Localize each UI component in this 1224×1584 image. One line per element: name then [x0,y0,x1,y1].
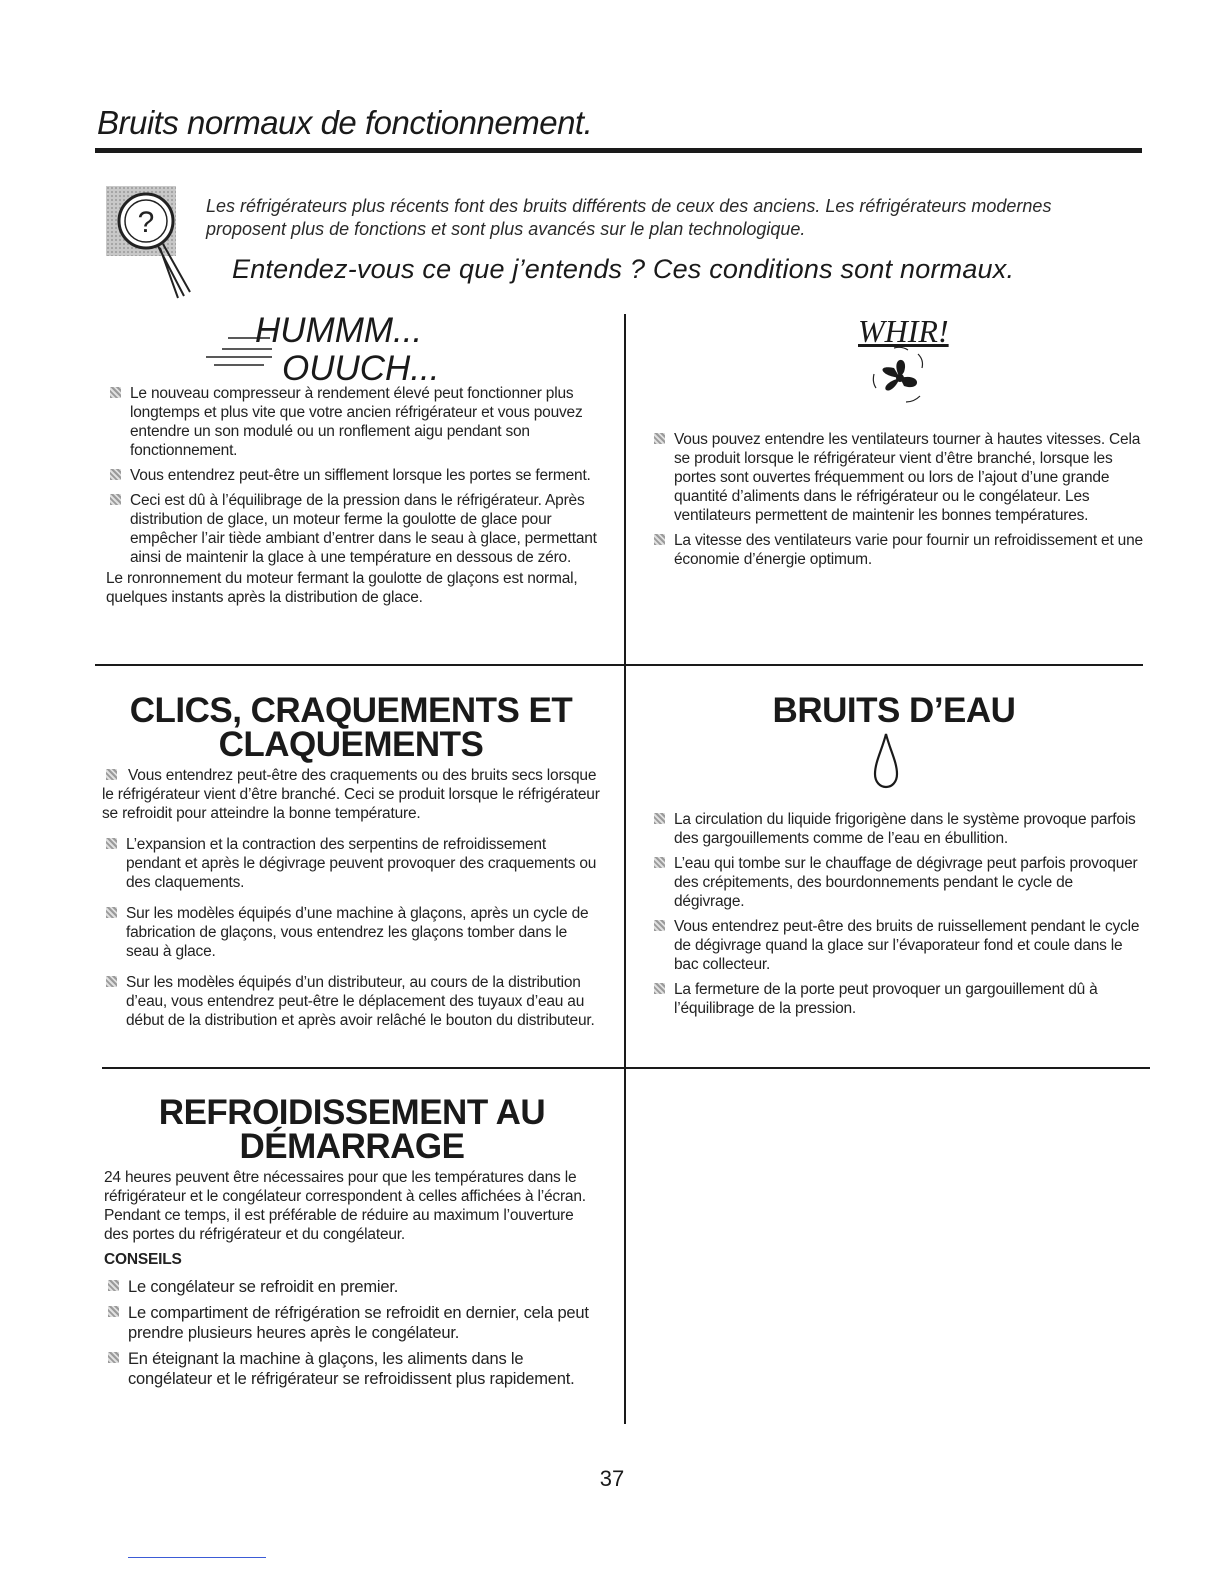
column-divider [624,314,626,1424]
list-item: L’eau qui tombe sur le chauffage de dégivrage peut parfois provoquer des crépitements, des bourdonnements pendant le cycle de dégivrage. [650,854,1144,911]
bullet-icon [654,813,665,824]
list-item: Sur les modèles équipés d’une machine à glaçons, après un cycle de fabrication de glaçons, vous entendrez les glaçons tomber dans le seau à glace. [102,904,602,961]
bullet-icon [106,769,117,780]
list-item: Le congélateur se refroidit en premier. [104,1277,594,1297]
bullet-icon [110,387,121,398]
list-item: Vous pouvez entendre les ventilateurs tourner à hautes vitesses. Cela se produit lorsque le réfrigérateur vient d’être branché, lorsque les portes sont ouvertes fréquemment ou lors de l’ajout d’une grande quantité d’aliments dans le réfrigérateur ou le congélateur. Les ventilateurs permettent de maintenir les bonnes températures. [650,430,1144,525]
list-item: La fermeture de la porte peut provoquer un gargouillement dû à l’équilibrage de la pression. [650,980,1144,1018]
question-magnifier-icon [106,186,204,304]
list-item: Le compartiment de réfrigération se refroidit en dernier, cela peut prendre plusieurs heures après le congélateur. [104,1303,594,1343]
fan-icon [866,346,938,408]
bullet-icon [110,494,121,505]
bullet-icon [654,857,665,868]
intro-text: Les réfrigérateurs plus récents font des bruits différents de ceux des anciens. Les réfrigérateurs modernes proposent plus de fonctions et sont plus avancés sur le plan technologique. [206,196,1052,239]
page-title: Bruits normaux de fonctionnement. [97,104,593,141]
bullet-icon [654,920,665,931]
list-item: Sur les modèles équipés d’un distributeur, au cours de la distribution d’eau, vous entendrez peut-être le déplacement des tuyaux d’eau au début de la distribution et après avoir relâché le bouton du distributeur. [102,973,602,1030]
list-item: La vitesse des ventilateurs varie pour fournir un refroidissement et une économie d’énergie optimum. [650,531,1144,569]
hummm-title-line2: OUUCH... [282,349,440,388]
bullet-icon [108,1306,119,1317]
clics-section [102,766,602,1036]
bullet-icon [110,469,121,480]
bullet-icon [106,976,117,987]
list-item: Vous entendrez peut-être des bruits de ruissellement pendant le cycle de dégivrage quand la glace sur l’évaporateur fond et coule dans le bac collecteur. [650,917,1144,974]
subtitle: Entendez-vous ce que j’entends ? Ces conditions sont normaux. [232,254,1015,284]
refroid-title: REFROIDISSEMENT AU DÉMARRAGE [158,1093,546,1166]
clics-title: CLICS, CRAQUEMENTS ET CLAQUEMENTS [129,691,573,764]
bullet-icon [106,838,117,849]
bullet-icon [654,983,665,994]
hummm-section [106,384,604,613]
refroid-text: 24 heures peuvent être nécessaires pour que les températures dans le réfrigérateur et le congélateur correspondent à celles affichées à l’écran. Pendant ce temps, il est préférable de réduire au maximum l’ouverture des portes du réfrigérateur et du congélateur. [104,1169,586,1243]
conseils-heading: CONSEILS [104,1251,182,1268]
list-item: Vous entendrez peut-être un sifflement lorsque les portes se ferment. [106,466,604,485]
list-item: Vous entendrez peut-être des craquements ou des bruits secs lorsque le réfrigérateur vient d’être branché. Ceci se produit lorsque le réfrigérateur se refroidit pour atteindre la bonne température. [102,767,600,822]
hummm-note: Le ronronnement du moteur fermant la goulotte de glaçons est normal, quelques instants après la distribution de glace. [106,570,578,606]
bullet-icon [654,534,665,545]
title-rule [95,148,1142,153]
whir-title: WHIR! [858,313,949,349]
list-item: En éteignant la machine à glaçons, les aliments dans le congélateur et le réfrigérateur se refroidissent plus rapidement. [104,1349,594,1389]
svg-text:?: ? [137,206,155,239]
refroid-section [104,1168,594,1395]
page-number: 37 [599,1466,625,1491]
list-item: Le nouveau compresseur à rendement élevé peut fonctionner plus longtemps et plus vite que votre ancien réfrigérateur et vous pouvez entendre un son modulé ou un ronflement aigu pendant son fonctionnement. [106,384,604,460]
hummm-title-line1: HUMMM... [255,311,423,350]
bullet-icon [108,1352,119,1363]
list-item: L’expansion et la contraction des serpentins de refroidissement pendant et après le dégivrage peuvent provoquer des craquements ou des claquements. [102,835,602,892]
footer-rule [128,1557,266,1558]
row-divider-2 [102,1067,1150,1069]
row-divider-1 [95,664,1143,666]
bullet-icon [654,433,665,444]
eau-section [650,810,1144,1024]
eau-title: BRUITS D’EAU [772,691,1016,730]
whir-section [650,430,1144,575]
list-item: Ceci est dû à l’équilibrage de la pression dans le réfrigérateur. Après distribution de glace, un moteur ferme la goulotte de glace pour empêcher l’air tiède ambiant d’entrer dans le seau à glace, permettant ainsi de maintenir la glace à une température en dessous de zéro. [106,491,604,567]
bullet-icon [108,1280,119,1291]
hummm-title [255,312,440,388]
bullet-icon [106,907,117,918]
water-drop-icon [872,732,900,790]
list-item: La circulation du liquide frigorigène dans le système provoque parfois des gargouillements comme de l’eau en ébullition. [650,810,1144,848]
